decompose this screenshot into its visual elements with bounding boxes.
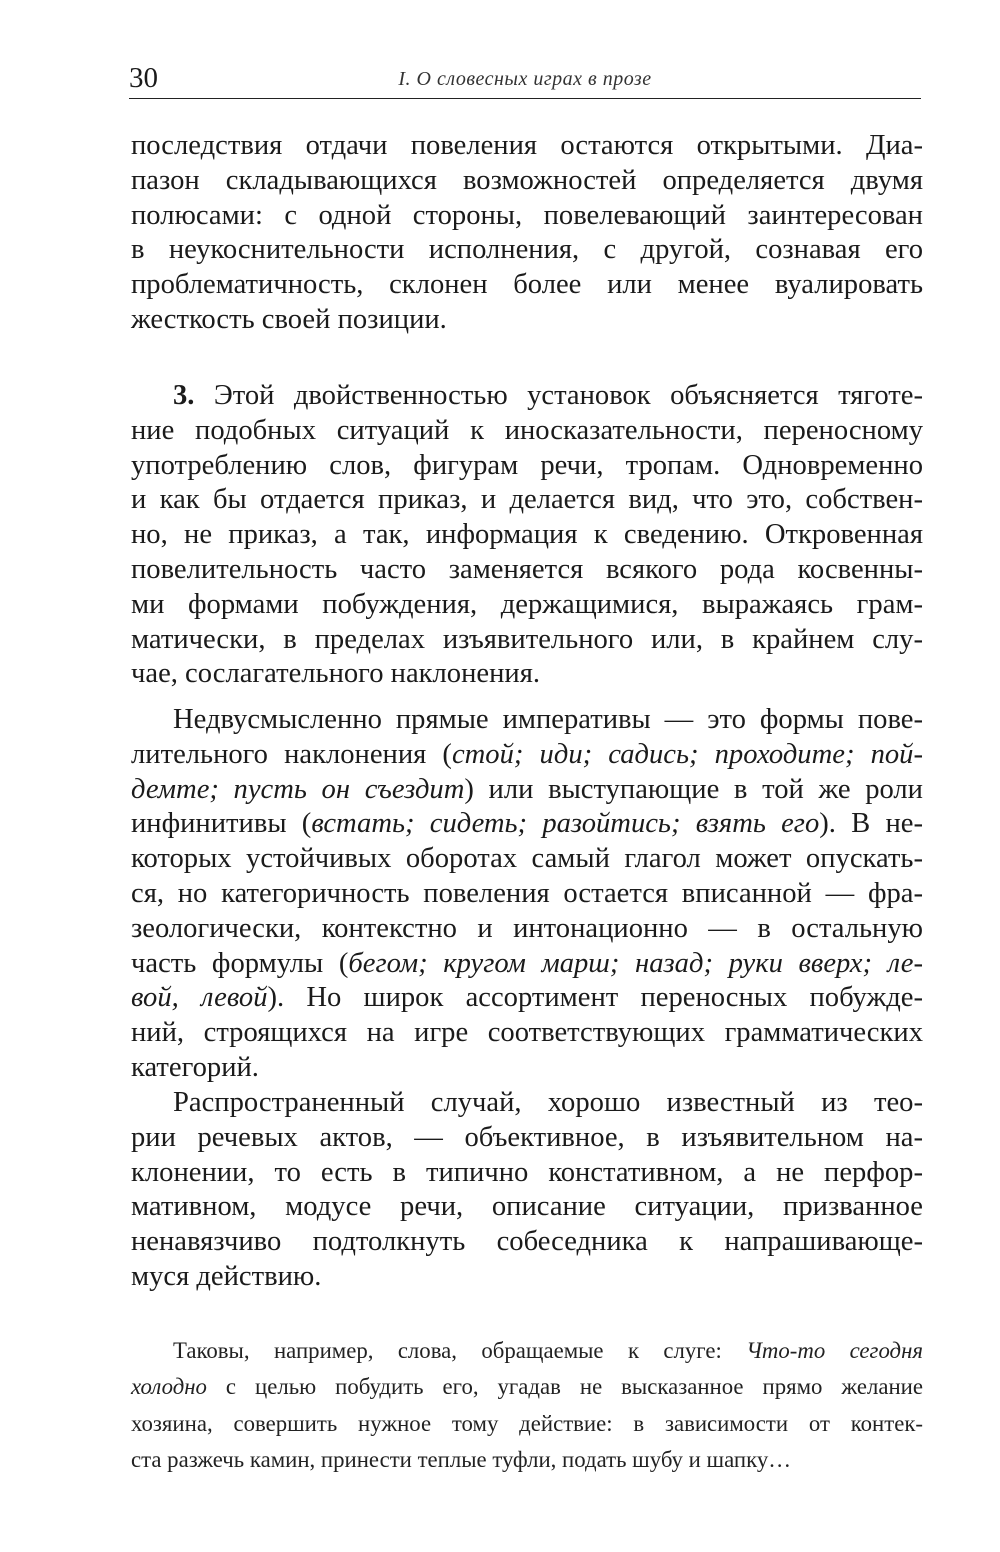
text-span: инфинитивы ( xyxy=(131,808,312,840)
text-line: последствия отдачи повеления остаются открытыми. Диа- xyxy=(131,130,923,161)
text-span: часть формулы ( xyxy=(131,947,349,979)
paragraph-section-3 xyxy=(131,379,923,692)
text-line xyxy=(131,981,923,1016)
text-line: пазон складывающихся возможностей определяется двумя xyxy=(131,164,923,196)
section-number: 3. xyxy=(173,380,195,411)
text-line: ся, но категоричность повеления остается вписанной — фра- xyxy=(131,877,923,909)
text-line: ми формами побуждения, держащимися, выражаясь грам- xyxy=(131,588,923,620)
text-line: муся действию. xyxy=(131,1260,322,1292)
text-line: ста разжечь камин, принести теплые туфли, подать шубу и шапку… xyxy=(131,1446,792,1472)
text-line xyxy=(131,773,923,808)
text-line: матически, в пределах изъявительного или, в крайнем слу- xyxy=(131,623,923,655)
text-line xyxy=(131,738,923,773)
running-head: I. О словесных играх в прозе xyxy=(398,68,652,90)
page-number: 30 xyxy=(129,62,158,94)
text-line: ний, строящихся на игре соответствующих грамматических xyxy=(131,1017,923,1049)
text-span: с целью побудить его, угадав не высказанное прямо желание xyxy=(206,1374,923,1400)
italic-example: вой, левой xyxy=(131,982,268,1014)
text-line xyxy=(131,807,923,842)
text-line xyxy=(131,1333,923,1369)
text-span: лительного наклонения ( xyxy=(131,738,452,770)
text-line: проблематичность, склонен более или менее вуалировать xyxy=(131,269,923,301)
text-line: зеологически, контекстно и интонационно — в остальную xyxy=(131,912,923,944)
text-line: категорий. xyxy=(131,1051,259,1083)
text-line: которых устойчивых оборотах самый глагол может опускать- xyxy=(131,843,923,875)
text-span: ). Но широк ассортимент переносных побужде- xyxy=(267,982,923,1014)
italic-example: бегом; кругом марш; назад; руки вверх; ле- xyxy=(348,947,923,979)
text-line: жесткость своей позиции. xyxy=(131,303,447,335)
text-line: полюсами: с одной стороны, повелевающий заинтересован xyxy=(131,199,923,231)
text-line: и как бы отдается приказ, и делается вид, что это, собствен- xyxy=(131,484,923,516)
text-span: Таковы, например, слова, обращаемые к слуге: xyxy=(173,1338,747,1363)
paragraph-1 xyxy=(131,129,923,338)
text-line xyxy=(131,379,923,414)
text-line xyxy=(131,947,923,982)
example-note xyxy=(131,1333,923,1478)
text-line: чае, сослагательного наклонения. xyxy=(131,658,540,690)
text-line: хозяина, совершить нужное тому действие: в зависимости от контек- xyxy=(131,1410,923,1436)
italic-example: стой; иди; садись; проходите; пой- xyxy=(451,738,924,770)
text-span: Этой двойственностью установок объясняется тяготе- xyxy=(194,380,923,411)
paragraph-speech-acts xyxy=(131,1086,923,1295)
text-line: повелительность часто заменяется всякого рода косвенны- xyxy=(131,553,923,585)
text-line: клонении, то есть в типично констативном, а не перфор- xyxy=(131,1156,923,1188)
text-line: но, не приказ, а так, информация к сведению. Откровенная xyxy=(131,519,923,551)
italic-example: холодно xyxy=(131,1374,207,1400)
text-line: Недвусмысленно прямые императивы — это формы пове- xyxy=(173,704,923,735)
italic-example: встать; сидеть; разойтись; взять его xyxy=(311,808,820,840)
text-line: рии речевых актов, — объективное, в изъявительном на- xyxy=(131,1121,923,1153)
italic-example: демте; пусть он съездит xyxy=(131,773,465,805)
italic-example: Что-то сегодня xyxy=(746,1338,923,1363)
text-line: ненавязчиво подтолкнуть собеседника к напрашивающе- xyxy=(131,1226,923,1258)
text-line: Распространенный случай, хорошо известный из тео- xyxy=(173,1087,923,1118)
text-line: мативном, модусе речи, описание ситуации, призванное xyxy=(131,1191,923,1223)
text-line xyxy=(131,1369,923,1405)
paragraph-imperatives xyxy=(131,703,923,1086)
text-line: ние подобных ситуаций к иносказательности, переносному xyxy=(131,414,923,446)
page-header xyxy=(129,60,921,99)
text-line: в неукоснительности исполнения, с другой, сознавая его xyxy=(131,234,923,266)
text-span: ). В не- xyxy=(819,808,924,840)
text-line: употреблению слов, фигурам речи, тропам. Одновременно xyxy=(131,449,923,481)
text-span: ) или выступающие в той же роли xyxy=(464,773,923,805)
